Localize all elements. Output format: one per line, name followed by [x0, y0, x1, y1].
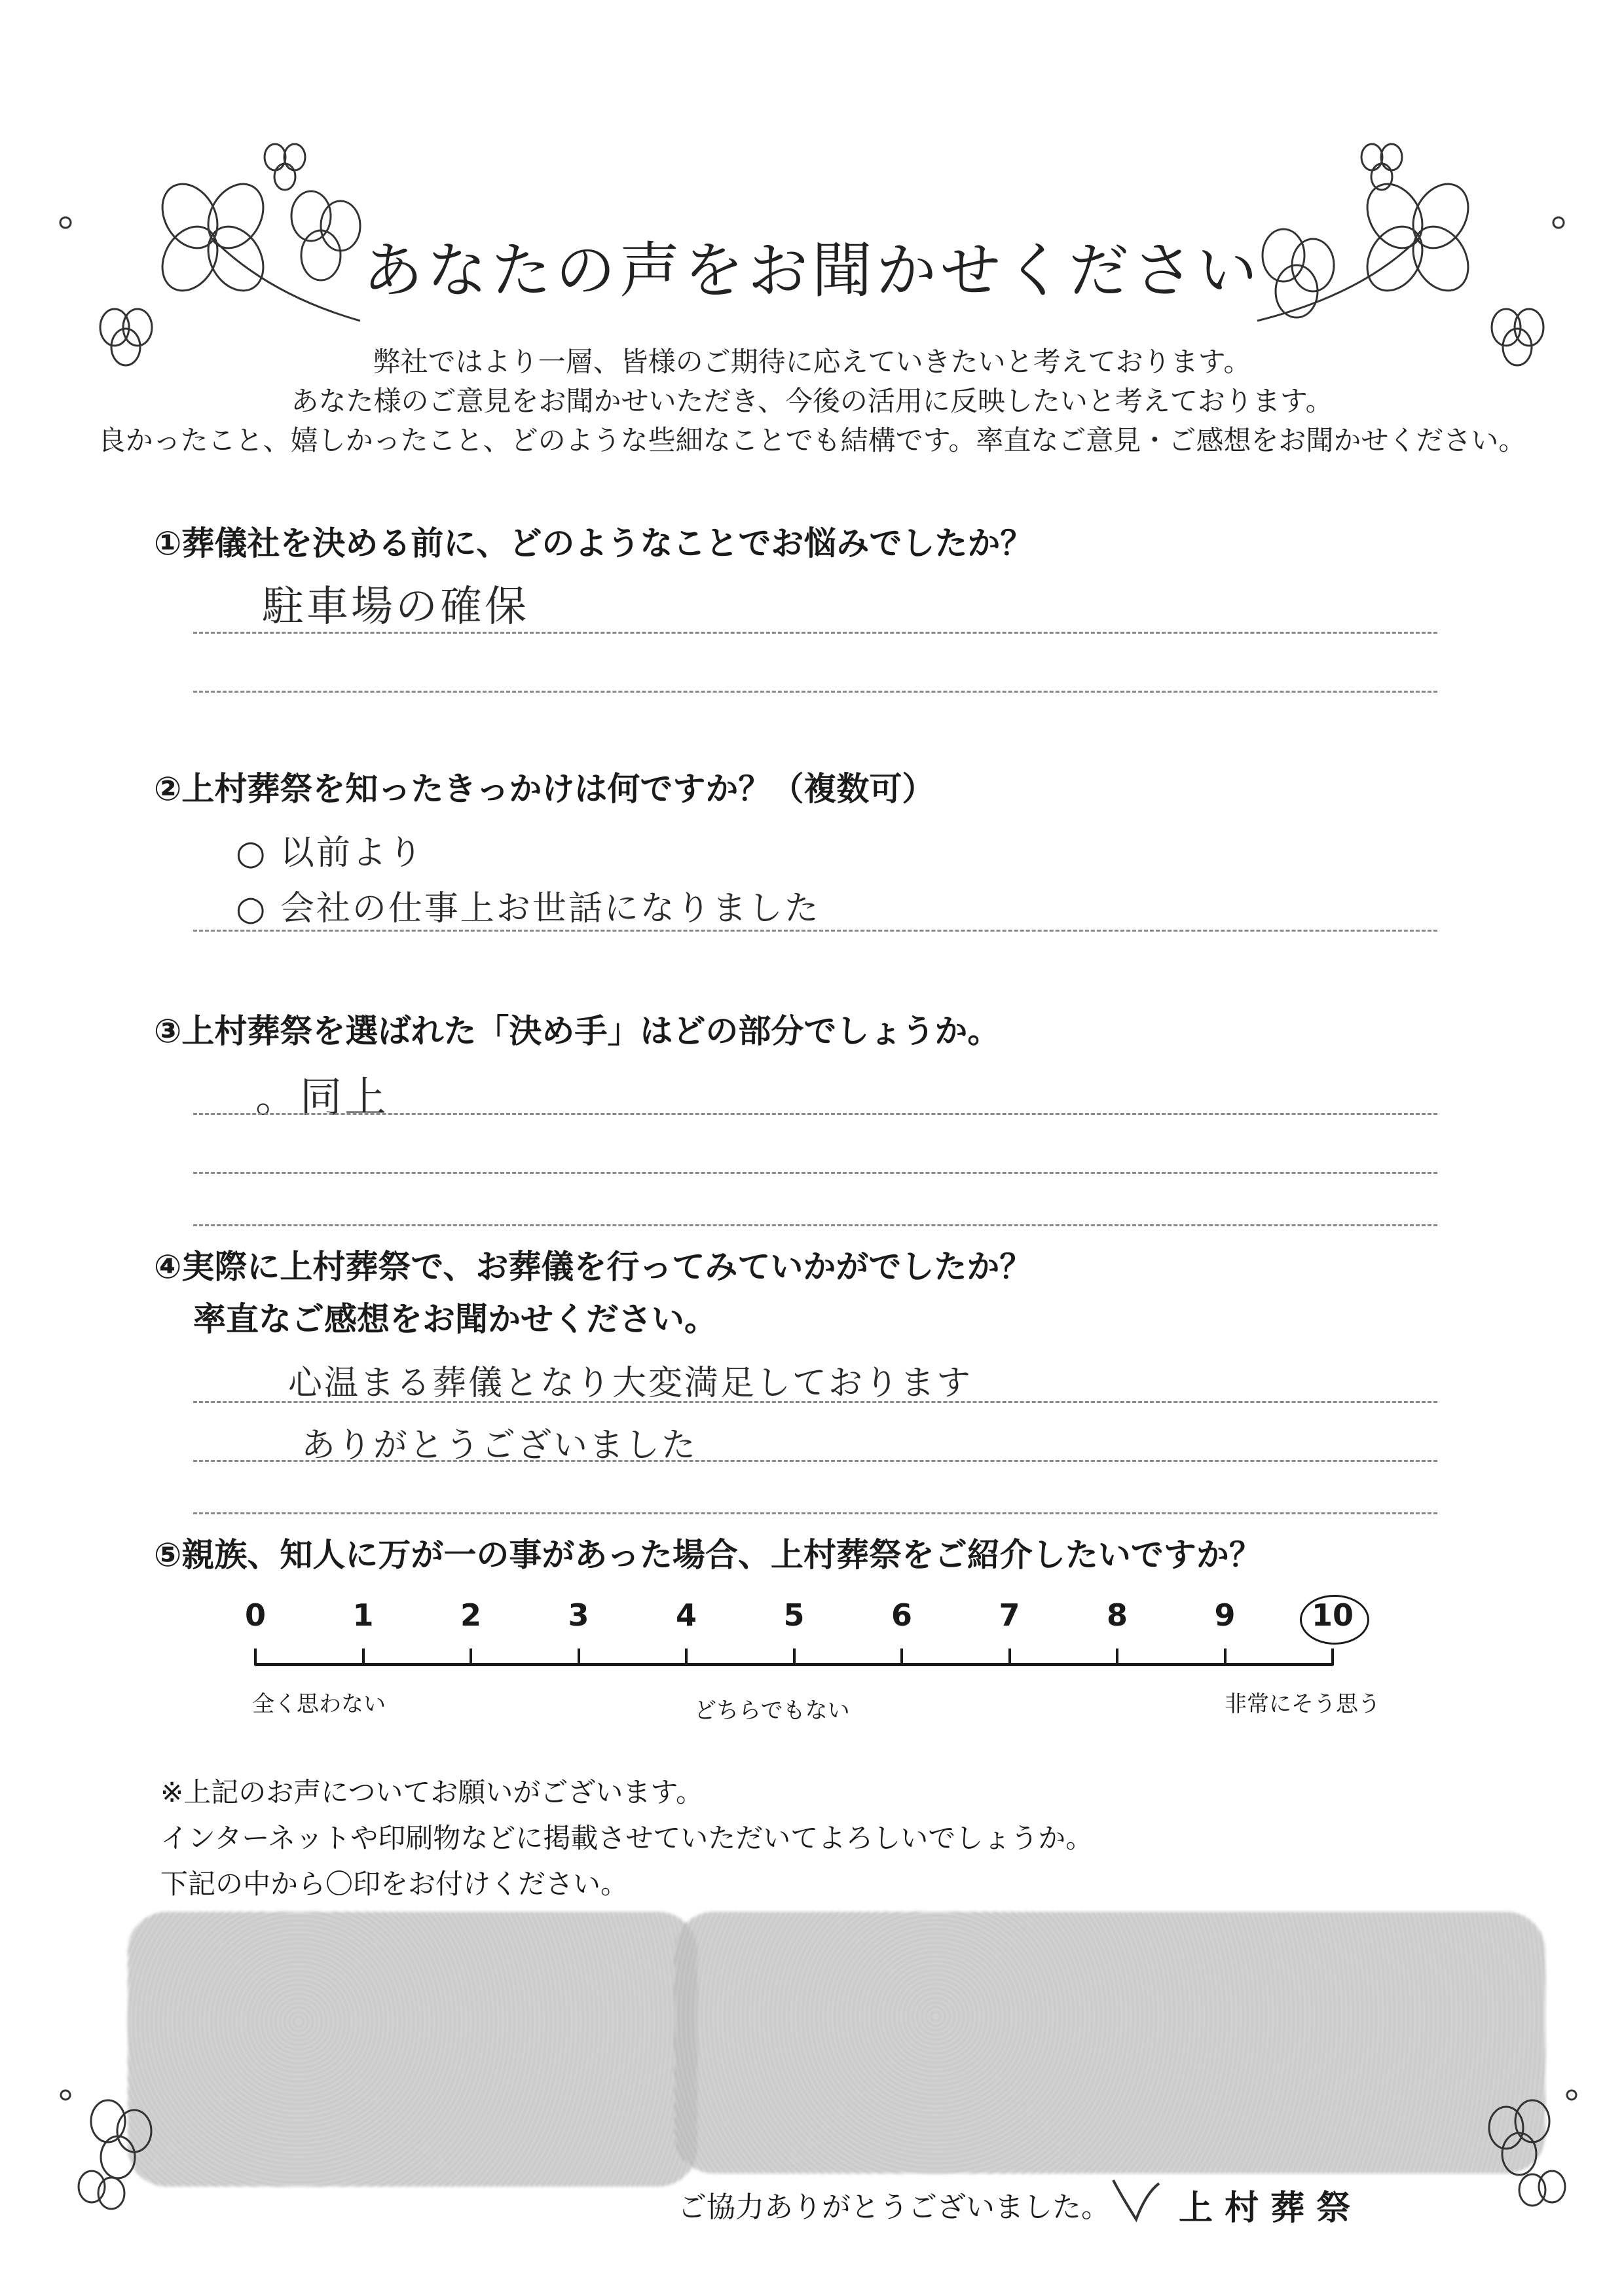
redacted-area-right: [674, 1912, 1545, 2174]
intro-line-1: 弊社ではより一層、皆様のご期待に応えていきたいと考えております。: [373, 346, 1251, 378]
scale-tick: [900, 1649, 903, 1666]
answer-4-line-2: ありがとうございました: [301, 1426, 698, 1465]
scale-number: 3: [568, 1597, 589, 1633]
scale-tick: [578, 1649, 580, 1666]
scale-tick: [470, 1649, 472, 1666]
scale-tick: [362, 1649, 365, 1666]
footer-thanks: ご協力ありがとうございました。: [678, 2191, 1110, 2224]
note-line-3: 下記の中から〇印をお付けください。: [160, 1868, 629, 1900]
scale-tick: [254, 1649, 257, 1666]
scale-tick: [1008, 1649, 1011, 1666]
question-4-subline: 率直なご感想をお聞かせください。: [193, 1300, 717, 1338]
page-title: あなたの声をお聞かせください: [362, 236, 1261, 306]
answer-2-line-2: ○ 会社の仕事上お世話になりました: [236, 889, 821, 928]
scale-number: 10: [1311, 1597, 1354, 1633]
answer-rule: [193, 632, 1437, 634]
scale-tick: [793, 1649, 796, 1666]
question-1: ①葬儀社を決める前に、どのようなことでお悩みでしたか？: [154, 524, 1033, 562]
question-4: ④実際に上村葬祭で、お葬儀を行ってみていかがでしたか？: [154, 1248, 1033, 1286]
scale-number: 7: [999, 1597, 1020, 1633]
note-line-2: インターネットや印刷物などに掲載させていただいてよろしいでしょうか。: [160, 1822, 1094, 1854]
answer-rule: [193, 1401, 1437, 1403]
scale-low-label: 全く思わない: [252, 1691, 386, 1717]
scale-tick: [1331, 1649, 1334, 1666]
clover-decoration-bottom-left-icon: [52, 2082, 170, 2213]
scale-mid-label: どちらでもない: [694, 1698, 850, 1724]
answer-rule: [193, 1512, 1437, 1514]
answer-4-line-1: 心温まる葬儀となり大変満足しております: [288, 1364, 973, 1403]
answer-rule: [193, 1172, 1437, 1174]
question-3: ③上村葬祭を選ばれた「決め手」はどの部分でしょうか。: [154, 1012, 1001, 1050]
scale-tick: [685, 1649, 688, 1666]
answer-rule: [193, 1113, 1437, 1115]
scale-number: 6: [891, 1597, 912, 1633]
note-line-1: ※上記のお声についてお願いがございます。: [160, 1776, 703, 1808]
scale-number: 5: [783, 1597, 805, 1633]
scale-high-label: 非常にそう思う: [1225, 1691, 1380, 1717]
scale-number: 0: [244, 1597, 266, 1633]
answer-3-line-1: 。同上: [255, 1074, 389, 1122]
scale-number: 9: [1214, 1597, 1236, 1633]
heart-icon: [1107, 2174, 1166, 2226]
answer-rule: [193, 1460, 1437, 1462]
selected-rating-circle: [1300, 1595, 1369, 1645]
intro-line-2: あなた様のご意見をお聞かせいただき、今後の活用に反映したいと考えております。: [291, 385, 1333, 417]
answer-1-line-1: 駐車場の確保: [262, 583, 529, 631]
answer-rule: [193, 1224, 1437, 1226]
clover-decoration-bottom-right-icon: [1467, 2082, 1585, 2213]
scale-number: 2: [460, 1597, 481, 1633]
question-5: ⑤親族、知人に万が一の事があった場合、上村葬祭をご紹介したいですか？: [154, 1536, 1262, 1574]
intro-line-3: 良かったこと、嬉しかったこと、どのような些細なことでも結構です。率直なご意見・ご感想をお聞かせください。: [98, 424, 1526, 456]
scale-tick: [1224, 1649, 1227, 1666]
scale-number: 1: [352, 1597, 374, 1633]
answer-rule: [193, 691, 1437, 693]
scale-tick: [1116, 1649, 1118, 1666]
answer-rule: [193, 930, 1437, 932]
answer-2-line-1: ○ 以前より: [236, 833, 424, 873]
footer-company-name: 上 村 葬 祭: [1179, 2189, 1351, 2228]
scale-number: 8: [1106, 1597, 1128, 1633]
scale-number: 4: [675, 1597, 697, 1633]
redacted-area-left: [128, 1912, 697, 2187]
question-2: ②上村葬祭を知ったきっかけは何ですか？（複数可）: [154, 770, 935, 808]
